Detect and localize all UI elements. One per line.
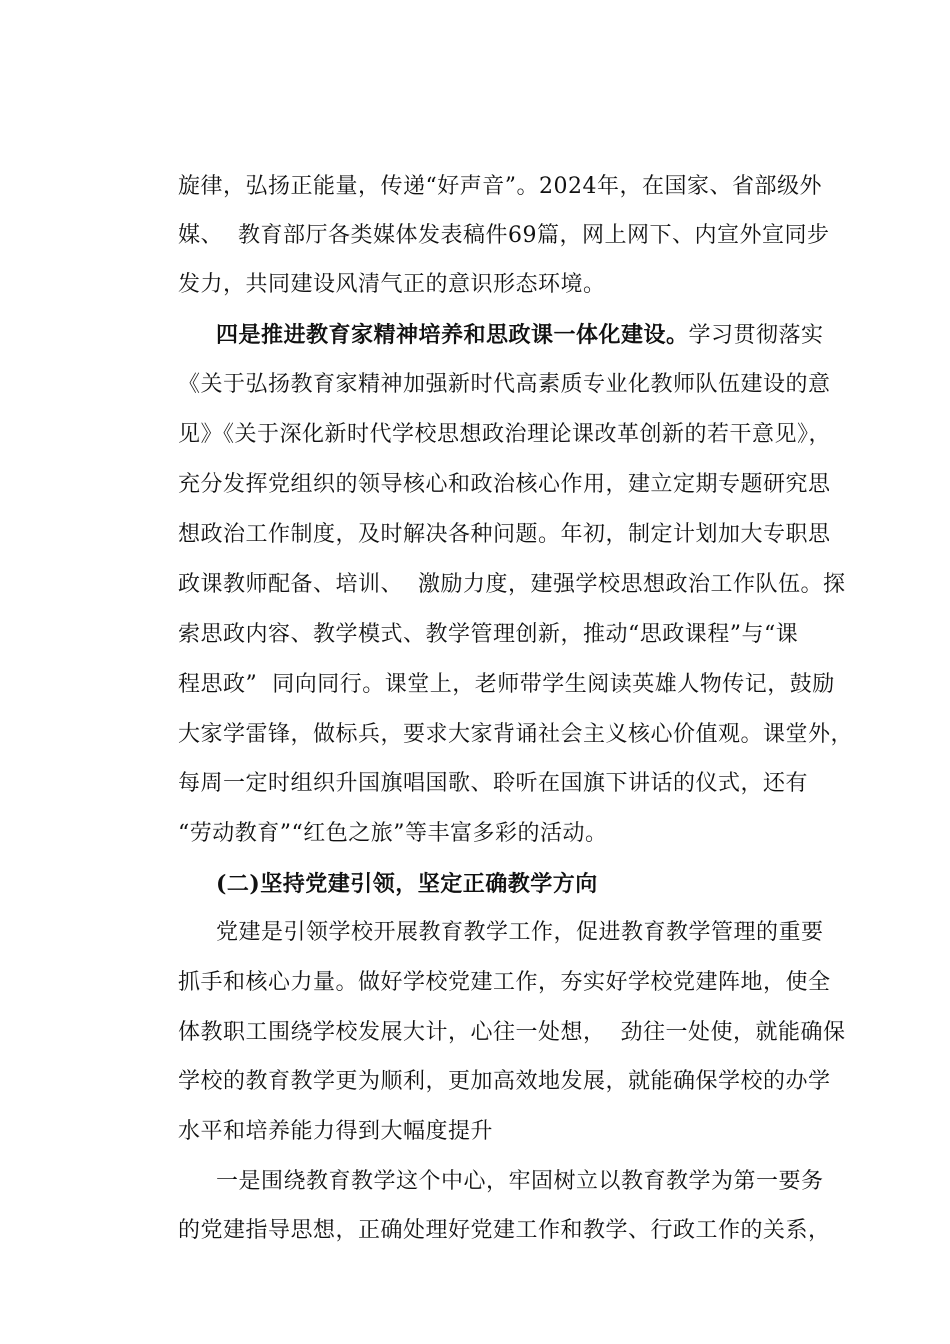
line-text: 的党建指导思想，正确处理好党建工作和教学、行政工作的关系， <box>177 1218 831 1243</box>
line-text: 学习贯彻落实 <box>688 323 824 348</box>
text-line <box>148 534 846 597</box>
line-text: 索思政内容、教学模式、教学管理创新，推动“思政课程”与“课 <box>177 622 799 647</box>
text-line <box>148 434 831 497</box>
line-text: 程思政” 同向同行。课堂上，老师带学生阅读英雄人物传记，鼓励 <box>177 672 835 697</box>
section-heading-text: (二)坚持党建引领，坚定正确教学方向 <box>215 871 598 897</box>
line-text: 每周一定时组织升国旗唱国歌、聆听在国旗下讲话的仪式，还有 <box>177 771 808 796</box>
line-text: 一是围绕教育教学这个中心，牢固树立以教育教学为第一要务 <box>215 1169 824 1194</box>
text-line <box>148 1031 831 1094</box>
line-text: 见》《关于深化新时代学校思想政治理论课改革创新的若干意见》， <box>177 422 831 447</box>
paragraph-heading: 四是推进教育家精神培养和思政课一体化建设。 <box>215 322 689 348</box>
line-text: 大家学雷锋，做标兵，要求大家背诵社会主义核心价值观。课堂外， <box>177 722 853 747</box>
text-line <box>148 136 822 199</box>
text-line <box>148 584 799 647</box>
section-heading <box>186 833 598 897</box>
text-line <box>148 932 831 995</box>
text-line <box>148 1081 493 1144</box>
line-text: 充分发挥党组织的领导核心和政治核心作用，建立定期专题研究思 <box>177 472 831 497</box>
text-line <box>148 783 608 846</box>
text-line <box>148 733 808 796</box>
text-line <box>148 982 846 1045</box>
text-line <box>186 284 824 348</box>
line-text: 想政治工作制度，及时解决各种问题。年初，制定计划加大专职思 <box>177 522 831 547</box>
text-line <box>186 1131 824 1194</box>
line-text: “劳动教育”“红色之旅”等丰富多彩的活动。 <box>177 821 608 846</box>
text-line <box>148 384 831 447</box>
line-text: 《关于弘扬教育家精神加强新时代高素质专业化教师队伍建设的意 <box>177 372 831 397</box>
line-text: 党建是引领学校开展教育教学工作，促进教育教学管理的重要 <box>215 920 824 945</box>
line-text: 学校的教育教学更为顺利，更加高效地发展，就能确保学校的办学 <box>177 1069 831 1094</box>
text-line <box>148 334 831 397</box>
text-line <box>148 484 831 547</box>
text-line <box>148 684 853 747</box>
line-text: 体教职工围绕学校发展大计，心往一处想， 劲往一处使，就能确保 <box>177 1020 846 1045</box>
line-text: 媒、 教育部厅各类媒体发表稿件69篇，网上网下、内宣外宣同步 <box>177 223 830 248</box>
text-line <box>148 1180 831 1243</box>
line-text: 政课教师配备、培训、 激励力度，建强学校思想政治工作队伍。探 <box>177 572 846 597</box>
line-text: 发力，共同建设风清气正的意识形态环境。 <box>177 272 606 297</box>
text-line <box>148 185 830 248</box>
line-text: 旋律，弘扬正能量，传递“好声音”。2024年，在国家、省部级外 <box>177 174 822 199</box>
line-text: 抓手和核心力量。做好学校党建工作，夯实好学校党建阵地，使全 <box>177 970 831 995</box>
line-text: 水平和培养能力得到大幅度提升 <box>177 1119 493 1144</box>
text-line <box>186 882 824 945</box>
text-line <box>148 634 835 697</box>
text-line <box>148 234 606 297</box>
